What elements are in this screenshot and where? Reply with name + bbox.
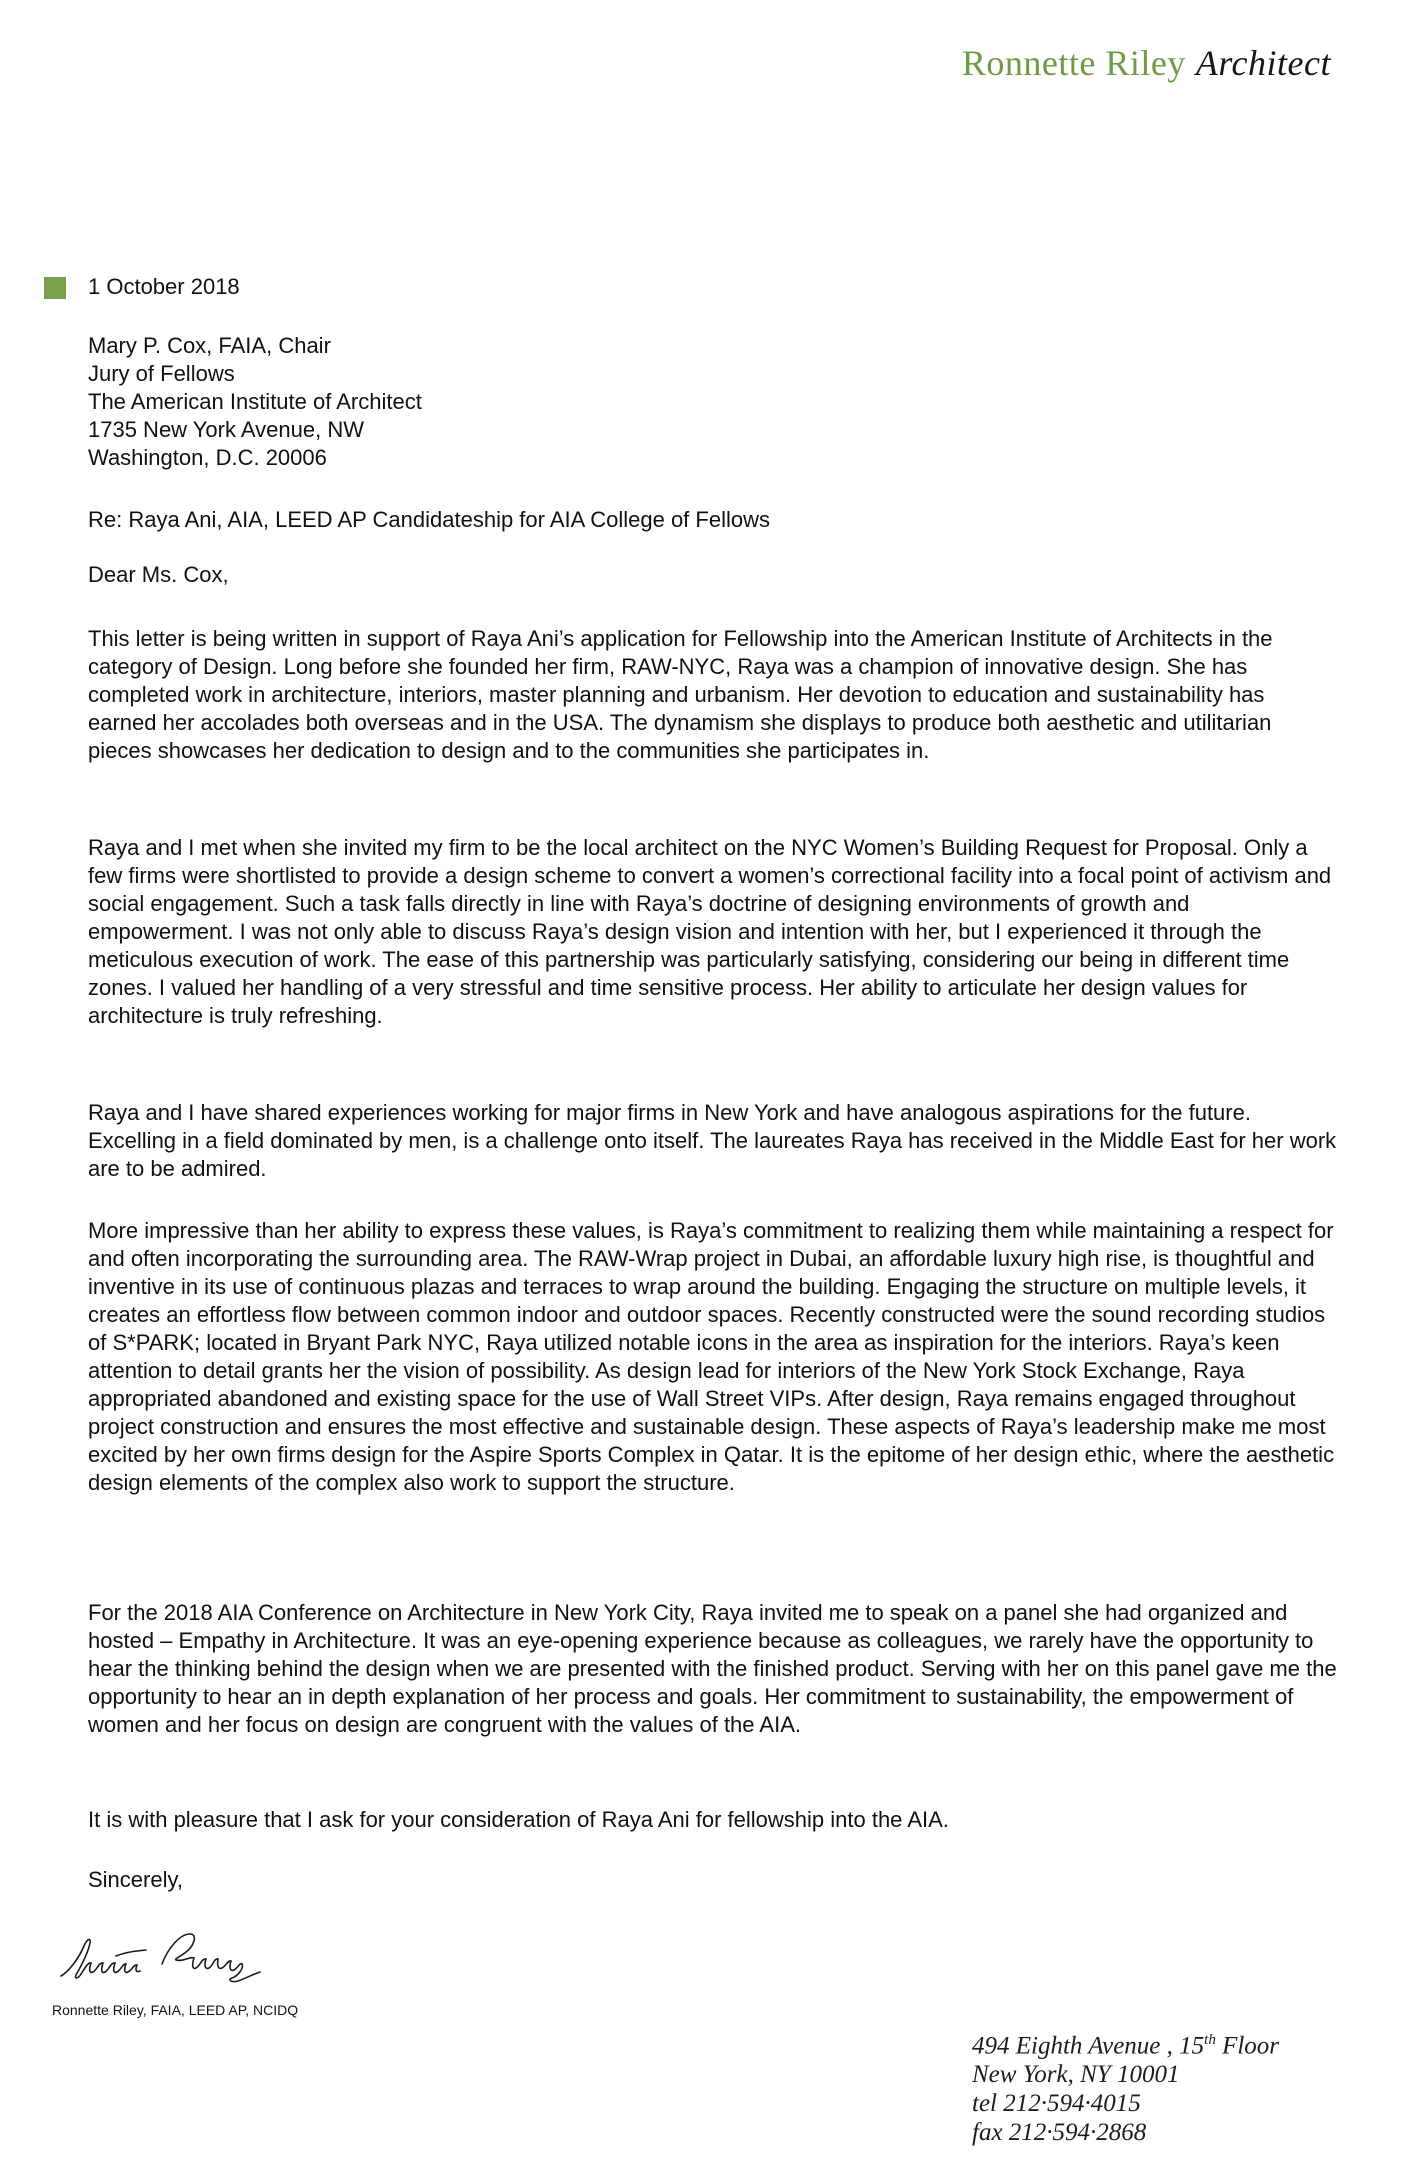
footer-address	[972, 2026, 1279, 2147]
salutation: Dear Ms. Cox,	[88, 562, 229, 587]
body-paragraph: This letter is being written in support of Raya Ani’s application for Fellowship into the American Institute of Architects in the category of Design. Long before she founded her firm, RAW-NYC, Raya was a champion of innovative design. She has completed work in architecture, interiors, master planning and urbanism. Her devotion to education and sustainability has earned her accolades both overseas and in the USA. The dynamism she displays to produce both aesthetic and utilitarian pieces showcases her dedication to design and to the communities she participates in.	[88, 626, 1273, 763]
body-paragraph: More impressive than her ability to express these values, is Raya’s commitment to realizing them while maintaining a respect for and often incorporating the surrounding area. The RAW-Wrap project in Dubai, an affordable luxury high rise, is thoughtful and inventive in its use of continuous plazas and terraces to wrap around the building. Engaging the structure on multiple levels, it creates an effortless flow between common indoor and outdoor spaces. Recently constructed were the sound recording studios of S*PARK; located in Bryant Park NYC, Raya utilized notable icons in the area as inspiration for the interiors. Raya’s keen attention to detail grants her the vision of possibility. As design lead for interiors of the New York Stock Exchange, Raya appropriated abandoned and existing space for the use of Wall Street VIPs. After design, Raya remains engaged throughout project construction and ensures the most effective and sustainable design. These aspects of Raya’s leadership make me most excited by her own firms design for the Aspire Sports Complex in Qatar. It is the epitome of her design ethic, where the aesthetic design elements of the complex also work to support the structure.	[88, 1218, 1335, 1495]
body-paragraph: It is with pleasure that I ask for your consideration of Raya Ani for fellowship into the AIA.	[88, 1807, 949, 1832]
brand-name: Ronnette Riley	[961, 43, 1186, 83]
footer-address-line: New York, NY 10001	[972, 2061, 1180, 2089]
letterhead-logo	[962, 42, 1331, 84]
signature-image	[58, 1926, 263, 1993]
footer-address-line: tel 212·594·4015	[972, 2090, 1141, 2118]
recipient-line: Washington, D.C. 20006	[88, 445, 327, 470]
recipient-line: Mary P. Cox, FAIA, Chair	[88, 333, 331, 358]
body-paragraph: Raya and I have shared experiences working for major firms in New York and have analogous aspirations for the future. Excelling in a field dominated by men, is a challenge onto itself. The laureates Raya has received in the Middle East for her work are to be admired.	[88, 1100, 1337, 1181]
recipient-line: Jury of Fellows	[88, 361, 235, 386]
footer-address-line: fax 212·594·2868	[972, 2119, 1147, 2147]
date-line	[44, 273, 240, 301]
signature-strokes-icon	[58, 1926, 263, 1988]
brand-suffix: Architect	[1195, 43, 1331, 83]
signer-name: Ronnette Riley, FAIA, LEED AP, NCIDQ	[52, 2002, 299, 2018]
recipient-line: 1735 New York Avenue, NW	[88, 417, 364, 442]
square-bullet-icon	[44, 277, 66, 299]
body-paragraph: Raya and I met when she invited my firm to be the local architect on the NYC Women’s Building Request for Proposal. Only a few firms were shortlisted to provide a design scheme to convert a women’s correctional facility into a focal point of activism and social engagement. Such a task falls directly in line with Raya’s doctrine of designing environments of growth and empowerment. I was not only able to discuss Raya’s design vision and intention with her, but I experienced it through the meticulous execution of work. The ease of this partnership was particularly satisfying, considering our being in different time zones. I valued her handling of a very stressful and time sensitive process. Her ability to articulate her design values for architecture is truly refreshing.	[88, 835, 1332, 1028]
body-paragraph: For the 2018 AIA Conference on Architecture in New York City, Raya invited me to speak on a panel she had organized and hosted – Empathy in Architecture. It was an eye-opening experience because as colleagues, we rarely have the opportunity to hear the thinking behind the design when we are presented with the finished product. Serving with her on this panel gave me the opportunity to hear an in depth explanation of her process and goals. Her commitment to sustainability, the empowerment of women and her focus on design are congruent with the values of the AIA.	[88, 1600, 1337, 1737]
recipient-address	[88, 332, 422, 472]
footer-street: 494 Eighth Avenue , 15	[972, 2032, 1205, 2060]
recipient-line: The American Institute of Architect	[88, 389, 422, 414]
footer-ordinal-suffix: th	[1204, 2032, 1216, 2048]
footer-address-line	[972, 2026, 1279, 2060]
letter-date: 1 October 2018	[88, 274, 240, 299]
closing-line: Sincerely,	[88, 1867, 183, 1892]
subject-line: Re: Raya Ani, AIA, LEED AP Candidateship for AIA College of Fellows	[88, 507, 770, 532]
footer-floor: Floor	[1215, 2032, 1280, 2060]
